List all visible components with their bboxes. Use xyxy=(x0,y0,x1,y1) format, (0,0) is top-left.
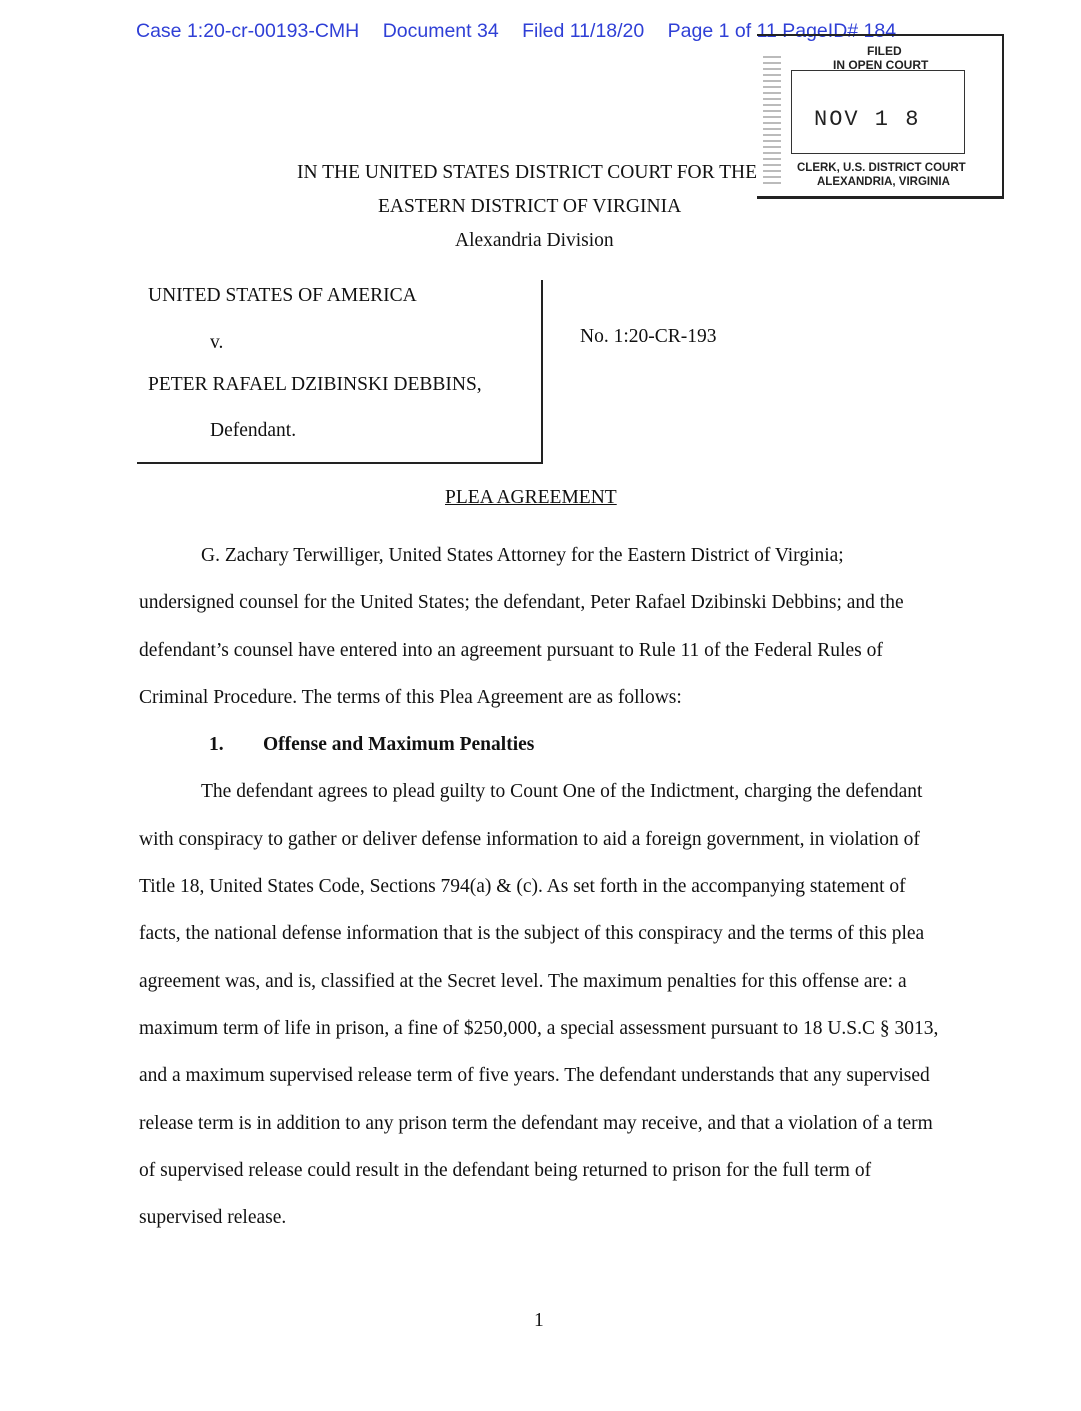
court-district: EASTERN DISTRICT OF VIRGINIA xyxy=(378,196,682,217)
filed-date: Filed 11/18/20 xyxy=(522,20,645,42)
stamp-location: ALEXANDRIA, VIRGINIA xyxy=(817,176,950,188)
stamp-filed-label: FILED xyxy=(867,44,902,58)
intro-paragraph: G. Zachary Terwilliger, United States Attorney for the Eastern District of Virginia; undersigned counsel for the United States; the defendant, Peter Rafael Dzibinski Debbins; and the defendant’s counsel have entered into an agreement pursuant to Rule 11 of the Federal Rules of Criminal Procedure. The terms of this Plea Agreement are as follows: xyxy=(139,545,904,708)
stamp-date: NOV 1 8 xyxy=(814,107,921,132)
section-paragraph: The defendant agrees to plead guilty to Count One of the Indictment, charging the defendant with conspiracy to gather or deliver defense information to aid a foreign government, in violation of Title 18, United States Code, Sections 794(a) & (c). As set forth in the accompanying statement of facts, the national defense information that is the subject of this conspiracy and the terms of this plea agreement was, and is, classified at the Secret level. The maximum penalties for this offense are: a maximum term of life in prison, a fine of $250,000, a special assessment pursuant to 18 U.S.C § 3013, and a maximum supervised release term of five years. The defendant understands that any supervised release term is in addition to any prison term the defendant may receive, and that a violation of a term of supervised release could result in the defendant being returned to prison for the full term of supervised release. xyxy=(139,781,939,1229)
document-body xyxy=(139,532,939,1241)
case-number-caption: No. 1:20-CR-193 xyxy=(580,326,717,347)
page-info: Page 1 of 11 PageID# 184 xyxy=(667,20,897,42)
court-division: Alexandria Division xyxy=(455,230,614,251)
caption-defendant: PETER RAFAEL DZIBINSKI DEBBINS, xyxy=(148,374,482,395)
section-number: 1. xyxy=(209,734,224,756)
stamp-date-box xyxy=(791,70,965,154)
stamp-clerk: CLERK, U.S. DISTRICT COURT xyxy=(797,162,966,174)
document-title: PLEA AGREEMENT xyxy=(445,487,617,508)
section-heading xyxy=(139,721,939,768)
caption-plaintiff: UNITED STATES OF AMERICA xyxy=(148,285,417,306)
stamp-texture xyxy=(763,56,781,186)
document-number: Document 34 xyxy=(382,20,499,42)
caption-versus: v. xyxy=(210,332,224,353)
page-number: 1 xyxy=(534,1310,544,1331)
stamp-open-court: IN OPEN COURT xyxy=(833,58,929,72)
case-number: Case 1:20-cr-00193-CMH xyxy=(136,20,360,42)
court-name-line1: IN THE UNITED STATES DISTRICT COURT FOR THE xyxy=(297,162,758,183)
section-title: Offense and Maximum Penalties xyxy=(263,734,535,756)
filed-stamp xyxy=(757,34,1004,199)
caption-defendant-role: Defendant. xyxy=(210,420,297,441)
case-caption-box xyxy=(137,280,543,464)
